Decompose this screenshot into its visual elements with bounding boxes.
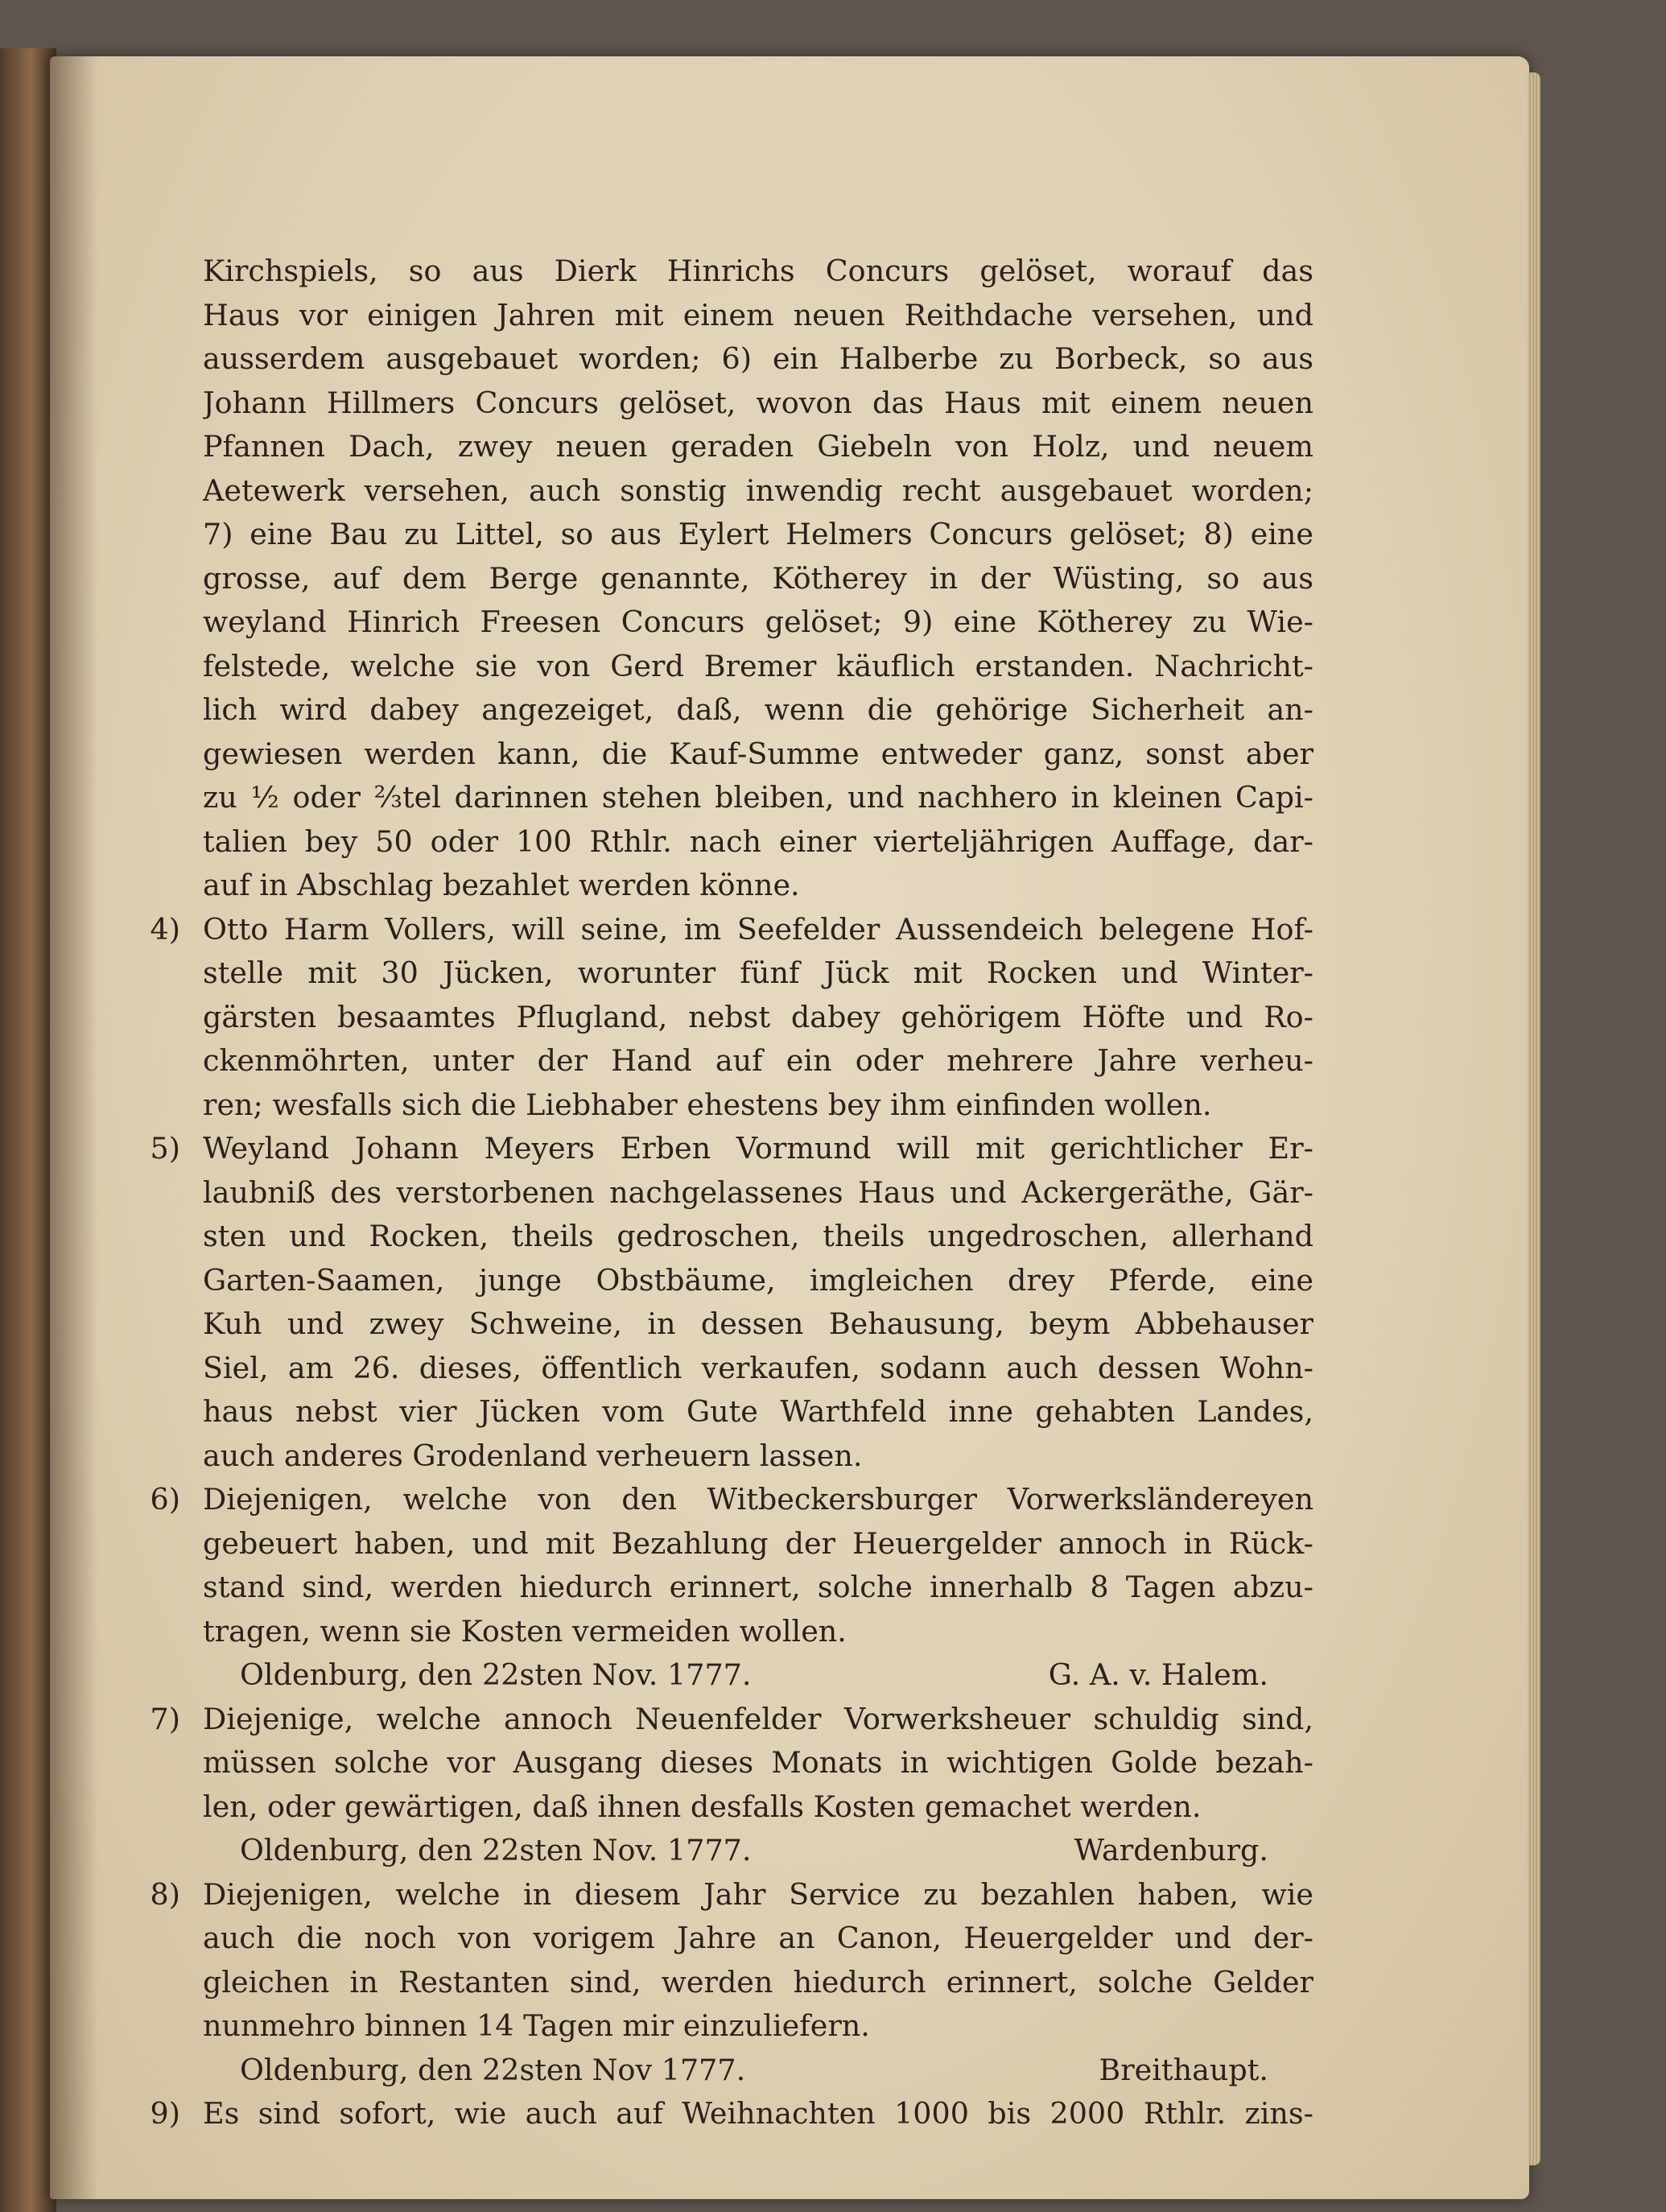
- text-line: Kirchspiels, so aus Dierk Hinrichs Concurs gelöset, worauf das: [203, 254, 1313, 288]
- text-line: Pfannen Dach, zwey neuen geraden Giebeln von Holz, und neuem: [203, 429, 1313, 464]
- entry-number: 4): [150, 911, 180, 947]
- text-line: Johann Hillmers Concurs gelöset, wovon das Haus mit einem neuen: [203, 385, 1313, 420]
- previous-page-edge: [0, 48, 56, 2212]
- text-line: müssen solche vor Ausgang dieses Monats in wichtigen Golde bezah-: [203, 1745, 1313, 1780]
- entry-5: [150, 1127, 1313, 1478]
- text-line: sten und Rocken, theils gedroschen, theils ungedroschen, allerhand: [203, 1219, 1313, 1253]
- text-line: stelle mit 30 Jücken, worunter fünf Jück mit Rocken und Winter-: [203, 955, 1313, 990]
- text-line: ausserdem ausgebauet worden; 6) ein Halberbe zu Borbeck, so aus: [203, 341, 1313, 376]
- text-line: Otto Harm Vollers, will seine, im Seefelder Aussendeich belegene Hof-: [203, 911, 1313, 947]
- text-line: auch die noch von vorigem Jahre an Canon, Heuergelder und der-: [203, 1921, 1313, 1955]
- entry-6: [150, 1478, 1313, 1698]
- signature-line: [203, 1829, 1313, 1873]
- text-line: 7) eine Bau zu Littel, so aus Eylert Helmers Concurs gelöset; 8) eine: [203, 517, 1313, 551]
- page-text: [150, 250, 1313, 2136]
- text-line: haus nebst vier Jücken vom Gute Warthfeld inne gehabten Landes,: [203, 1394, 1313, 1429]
- signature-place-date: Oldenburg, den 22sten Nov 1777.: [240, 2052, 746, 2087]
- text-line: len, oder gewärtigen, daß ihnen desfalls Kosten gemachet werden.: [203, 1789, 1202, 1824]
- text-line: tragen, wenn sie Kosten vermeiden wollen.: [203, 1613, 847, 1649]
- book-page: [50, 56, 1529, 2199]
- signature-place-date: Oldenburg, den 22sten Nov. 1777.: [240, 1833, 752, 1867]
- page-gutter-shadow: [50, 56, 98, 2199]
- signature-place-date: Oldenburg, den 22sten Nov. 1777.: [240, 1657, 752, 1692]
- entry-number: 8): [150, 1876, 180, 1912]
- entry-8: [150, 1873, 1313, 2093]
- text-line: Diejenigen, welche von den Witbeckersburger Vorwerksländereyen: [203, 1482, 1313, 1517]
- text-line: felstede, welche sie von Gerd Bremer käuflich erstanden. Nachricht-: [203, 648, 1313, 683]
- text-line: Haus vor einigen Jahren mit einem neuen Reithdache versehen, und: [203, 297, 1313, 332]
- text-line: auch anderes Grodenland verheuern lassen.: [203, 1438, 863, 1473]
- intro-paragraph: [203, 250, 1313, 908]
- text-line: auf in Abschlag bezahlet werden könne.: [203, 868, 800, 902]
- text-line: Weyland Johann Meyers Erben Vormund will mit gerichtlicher Er-: [203, 1131, 1313, 1166]
- signature-line: [203, 2049, 1313, 2093]
- text-line: Diejenigen, welche in diesem Jahr Service zu bezahlen haben, wie: [203, 1876, 1313, 1912]
- signature-name: Breithaupt.: [1099, 2052, 1268, 2087]
- text-line: gleichen in Restanten sind, werden hiedurch erinnert, solche Gelder: [203, 1964, 1313, 1999]
- text-line: Kuh und zwey Schweine, in dessen Behausung, beym Abbehauser: [203, 1306, 1313, 1341]
- text-line: Diejenige, welche annoch Neuenfelder Vorwerksheuer schuldig sind,: [203, 1701, 1313, 1736]
- text-line: talien bey 50 oder 100 Rthlr. nach einer vierteljährigen Auffage, dar-: [203, 823, 1313, 859]
- text-line: laubniß des verstorbenen nachgelassenes Haus und Ackergeräthe, Gär-: [203, 1174, 1313, 1210]
- text-line: zu ½ oder ⅔tel darinnen stehen bleiben, und nachhero in kleinen Capi-: [203, 780, 1313, 815]
- text-line: lich wird dabey angezeiget, daß, wenn die gehörige Sicherheit an-: [203, 692, 1313, 727]
- text-line: gärsten besaamtes Pflugland, nebst dabey gehörigem Höfte und Ro-: [203, 999, 1313, 1034]
- text-line: gebeuert haben, und mit Bezahlung der Heuergelder annoch in Rück-: [203, 1525, 1313, 1561]
- signature-name: Wardenburg.: [1074, 1833, 1268, 1867]
- entry-number: 9): [150, 2096, 180, 2131]
- text-line: grosse, auf dem Berge genannte, Kötherey in der Wüsting, so aus: [203, 560, 1313, 596]
- text-line: Siel, am 26. dieses, öffentlich verkaufen, sodann auch dessen Wohn-: [203, 1350, 1313, 1385]
- text-line: Aetewerk versehen, auch sonstig inwendig recht ausgebauet worden;: [203, 473, 1313, 508]
- entry-number: 6): [150, 1482, 180, 1517]
- entry-7: [150, 1698, 1313, 1873]
- entry-4: [150, 908, 1313, 1128]
- entry-number: 5): [150, 1131, 180, 1166]
- page-stack-edge: [1528, 72, 1540, 2165]
- signature-line: [203, 1653, 1313, 1698]
- text-line: ckenmöhrten, unter der Hand auf ein oder mehrere Jahre verheu-: [203, 1043, 1313, 1078]
- text-line: stand sind, werden hiedurch erinnert, solche innerhalb 8 Tagen abzu-: [203, 1570, 1313, 1604]
- text-line: nunmehro binnen 14 Tagen mir einzuliefern.: [203, 2008, 870, 2043]
- text-line: ren; wesfalls sich die Liebhaber ehestens bey ihm einfinden wollen.: [203, 1087, 1212, 1122]
- text-line: Garten-Saamen, junge Obstbäume, imgleichen drey Pferde, eine: [203, 1262, 1313, 1298]
- text-line: weyland Hinrich Freesen Concurs gelöset; 9) eine Kötherey zu Wie-: [203, 605, 1313, 639]
- entry-number: 7): [150, 1701, 180, 1736]
- signature-name: G. A. v. Halem.: [1048, 1657, 1268, 1692]
- entry-9: [150, 2092, 1313, 2136]
- text-line: Es sind sofort, wie auch auf Weihnachten 1000 bis 2000 Rthlr. zins-: [203, 2096, 1313, 2131]
- text-line: gewiesen werden kann, die Kauf-Summe entweder ganz, sonst aber: [203, 736, 1313, 771]
